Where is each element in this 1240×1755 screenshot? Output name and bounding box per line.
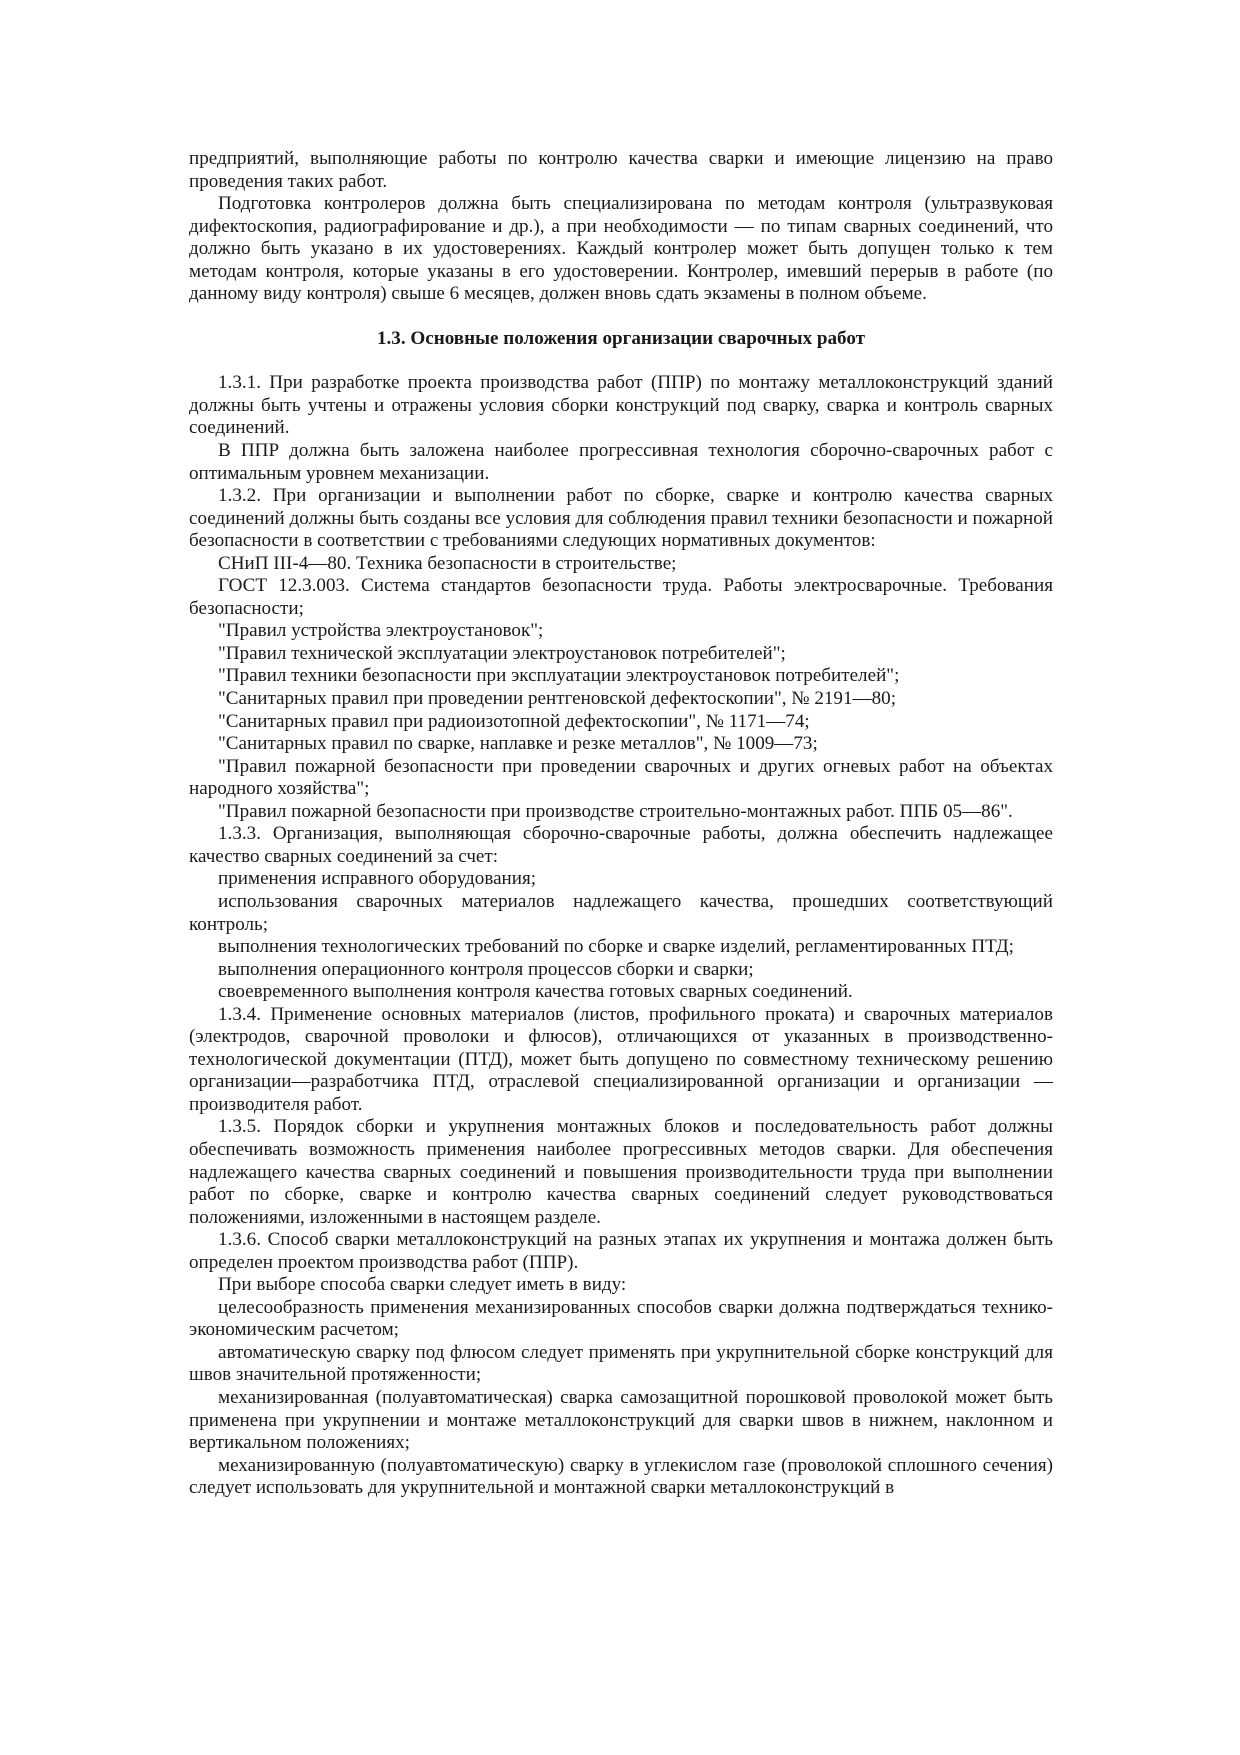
regulation-item: "Санитарных правил при радиоизотопной дефектоскопии", № 1171—74; <box>218 710 810 732</box>
paragraph: 1.3.4. Применение основных материалов (листов, профильного проката) и сварочных материалов (электродов, сварочной проволоки и флюсов), отличающихся от указанных в производственно-технологической документации (ПТД), может быть допущено по совместному техническому решению организации—разработчика ПТД, отраслевой специализированной организации и организации — производителя работ. <box>189 1003 1053 1115</box>
regulation-item: "Правил пожарной безопасности при проведении сварочных и других огневых работ на объектах народного хозяйства"; <box>189 755 1053 800</box>
section-body <box>189 372 1053 1499</box>
section-heading: 1.3. Основные положения организации сварочных работ <box>376 327 866 349</box>
paragraph-continuation: предприятий, выполняющие работы по контролю качества сварки и имеющие лицензию на право проведения таких работ. <box>189 148 1053 192</box>
list-item: выполнения технологических требований по сборке и сварке изделий, регламентированных ПТД; <box>218 936 1014 958</box>
paragraph: 1.3.6. Способ сварки металлоконструкций на разных этапах их укрупнения и монтажа должен быть определен проектом производства работ (ППР). <box>189 1229 1053 1273</box>
regulation-item: СНиП III-4—80. Техника безопасности в строительстве; <box>218 552 677 574</box>
list-item: механизированную (полуавтоматическую) сварку в углекислом газе (проволокой сплошного сечения) следует использовать для укрупнительной и монтажной сварки металлоконструкций в <box>189 1454 1053 1499</box>
regulation-item: "Санитарных правил по сварке, наплавке и резке металлов", № 1009—73; <box>218 733 818 755</box>
document-page <box>189 148 1053 1500</box>
regulation-item: "Санитарных правил при проведении рентгеновской дефектоскопии", № 2191—80; <box>218 688 897 710</box>
paragraph: При выборе способа сварки следует иметь в виду: <box>218 1274 627 1296</box>
list-item: своевременного выполнения контроля качества готовых сварных соединений. <box>218 981 853 1003</box>
list-item: целесообразность применения механизированных способов сварки должна подтверждаться технико-экономическим расчетом; <box>189 1296 1053 1341</box>
regulation-item: "Правил пожарной безопасности при производстве строительно-монтажных работ. ППБ 05—86". <box>218 800 1013 822</box>
regulation-item: ГОСТ 12.3.003. Система стандартов безопасности труда. Работы электросварочные. Требования безопасности; <box>189 575 1053 619</box>
list-item: механизированная (полуавтоматическая) сварка самозащитной порошковой проволокой может быть применена при укрупнении и монтаже металлоконструкций для сварки швов в нижнем, наклонном и вертикальном положениях; <box>189 1386 1053 1454</box>
paragraph: 1.3.2. При организации и выполнении работ по сборке, сварке и контролю качества сварных соединений должны быть созданы все условия для соблюдения правил техники безопасности и пожарной безопасности в соответствии с требованиями следующих нормативных документов: <box>189 485 1053 552</box>
regulation-item: "Правил устройства электроустановок"; <box>218 620 544 642</box>
list-item: автоматическую сварку под флюсом следует применять при укрупнительной сборке конструкций для швов значительной протяженности; <box>189 1341 1053 1386</box>
regulation-item: "Правил техники безопасности при эксплуатации электроустановок потребителей"; <box>218 665 900 687</box>
list-item: выполнения операционного контроля процессов сборки и сварки; <box>218 958 754 980</box>
paragraph: 1.3.3. Организация, выполняющая сборочно-сварочные работы, должна обеспечить надлежащее качество сварных соединений за счет: <box>189 823 1053 867</box>
regulation-item: "Правил технической эксплуатации электроустановок потребителей"; <box>218 642 786 664</box>
paragraph: 1.3.1. При разработке проекта производства работ (ППР) по монтажу металлоконструкций зданий должны быть учтены и отражены условия сборки конструкций под сварку, сварка и контроль сварных соединений. <box>189 372 1053 439</box>
list-item: использования сварочных материалов надлежащего качества, прошедших соответствующий контроль; <box>189 890 1053 935</box>
paragraph: 1.3.5. Порядок сборки и укрупнения монтажных блоков и последовательность работ должны обеспечивать возможность применения наиболее прогрессивных методов сварки. Для обеспечения надлежащего качества сварных соединений и повышения производительности труда при выполнении работ по сборке, сварке и контролю качества сварных соединений следует руководствоваться положениями, изложенными в настоящем разделе. <box>189 1116 1053 1228</box>
paragraph-inspectors: Подготовка контролеров должна быть специализирована по методам контроля (ультразвуковая дифектоскопия, радиографирование и др.), а при необходимости — по типам сварных соединений, что должно быть указано в их удостоверениях. Каждый контролер может быть допущен только к тем методам контроля, которые указаны в его удостоверении. Контролер, имевший перерыв в работе (по данному виду контроля) свыше 6 месяцев, должен вновь сдать экзамены в полном объеме. <box>189 193 1053 305</box>
paragraph: В ППР должна быть заложена наиболее прогрессивная технология сборочно-сварочных работ с оптимальным уровнем механизации. <box>189 440 1053 484</box>
list-item: применения исправного оборудования; <box>218 868 537 890</box>
